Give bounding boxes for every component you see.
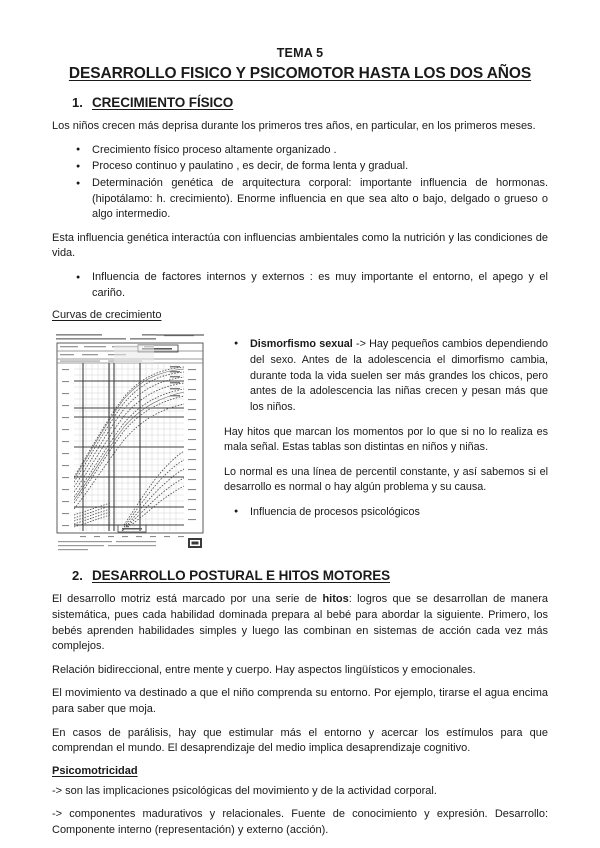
section-2-paragraph-2: Relación bidireccional, entre mente y cuerpo. Hay aspectos lingüísticos y emocionales. (52, 663, 476, 676)
growth-chart-figure (52, 329, 208, 554)
list-item: ● Proceso continuo y paulatino , es decir, de forma lenta y gradual. (52, 159, 548, 175)
section-2-paragraph-3: El movimiento va destinado a que el niño comprenda su entorno. Por ejemplo, tirarse el agua encima para saber que moja. (52, 687, 548, 715)
figure-and-notes-row (52, 329, 548, 554)
document-subtitle: DESARROLLO FISICO Y PSICOMOTOR HASTA LOS DOS AÑOS (68, 64, 532, 82)
section-2-block (52, 568, 548, 838)
side-note-bullet-1-rest: -> Hay pequeños cambios dependiendo del sexo. Antes de la adolescencia el dimorfismo cambia, durante toda la vida suelen ser más grandes los chicos, pero antes de la adolescencia las niñas crecen y pesan más que los niños. (250, 338, 548, 413)
section-1-heading (52, 95, 548, 110)
section-2-paragraph-1-a: El desarrollo motriz está marcado por una serie de (52, 593, 323, 606)
section-2-heading (52, 568, 548, 583)
section-2-label: DESARROLLO POSTURAL E HITOS MOTORES (92, 568, 391, 584)
section-1-bullet-list (52, 143, 548, 223)
cdc-logo-icon (188, 538, 202, 548)
psicomotricidad-heading: Psicomotricidad (52, 764, 138, 777)
section-2-bold-term: hitos (322, 593, 349, 606)
section-2-paragraph-5: -> son las implicaciones psicológicas del movimiento y de la actividad corporal. (52, 784, 437, 797)
section-1-intro: Los niños crecen más deprisa durante los primeros tres años, en particular, en los primeros meses. (52, 120, 536, 133)
section-1-number: 1. (72, 95, 83, 111)
section-1-bullet-list-2 (52, 270, 548, 301)
side-note-paragraph-2: Hay hitos que marcan los momentos por lo que si no lo realiza es mala señal. Estas tablas son distintas en niños y niñas. (224, 425, 548, 454)
section-1-paragraph-2: Esta influencia genética interactúa con influencias ambientales como la nutrición y las condiciones de vida. (52, 231, 548, 260)
list-item: ● Crecimiento físico proceso altamente organizado . (52, 143, 548, 159)
figure-heading: Curvas de crecimiento (52, 309, 162, 322)
side-note-bullet-1 (224, 337, 548, 415)
list-item: ● Influencia de factores internos y externos : es muy importante el entorno, el apego y el cariño. (52, 270, 548, 301)
figure-side-notes (224, 329, 548, 529)
list-item: ● Determinación genética de arquitectura corporal: importante influencia de hormonas. (hipotálamo: h. crecimiento). Enorme influencia en que sea alto o bajo, delgado o grueso o algo intermedio. (52, 176, 548, 223)
section-2-paragraph-1-b: : logros que se desarrollan de manera sistemática, pues cada habilidad dominada prepara al bebé para abordar la siguiente. Primero, los bebés aprenden habilidades simples y luego las combinan en sistemas de acción cada vez más complejos. (52, 593, 549, 653)
section-1-label: CRECIMIENTO FÍSICO (92, 95, 234, 111)
side-note-bold-term: Dismorfismo sexual (250, 338, 353, 351)
side-note-bullet-2: ● Influencia de procesos psicológicos (224, 505, 548, 521)
section-2-number: 2. (72, 568, 83, 584)
section-2-paragraph-6: -> componentes madurativos y relacionales. Fuente de conocimiento y expresión. Desarrollo: Componente interno (representación) y externo (acción). (52, 808, 548, 837)
section-2-paragraph-1 (52, 592, 548, 654)
document-title: TEMA 5 (276, 46, 324, 60)
section-2-paragraph-4: En casos de parálisis, hay que estimular más el entorno y acercar los estímulos para que comprendan el mundo. El desaprendizaje del medio implica desaprendizaje cognitivo. (52, 726, 548, 755)
growth-percentile-chart-svg (52, 329, 208, 554)
side-note-paragraph-3: Lo normal es una línea de percentil constante, y así sabemos si el desarrollo es normal o hay algún problema y su causa. (224, 465, 548, 494)
